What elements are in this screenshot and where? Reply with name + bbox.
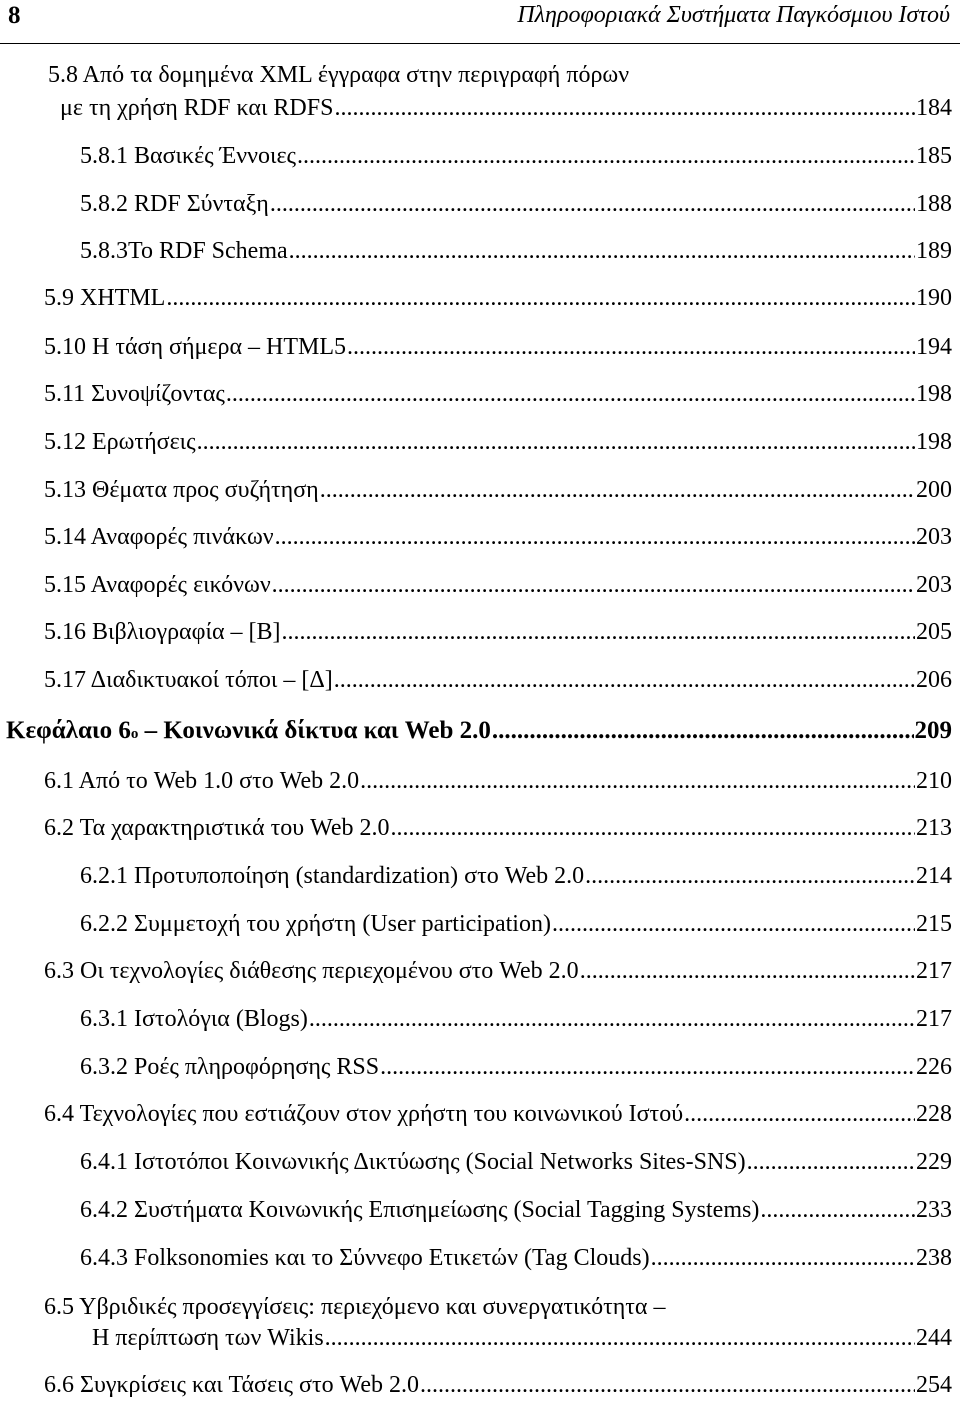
- toc-entry-title: 5.17 Διαδικτυακοί τόποι – [Δ]: [44, 667, 333, 693]
- dot-leader: [325, 1323, 915, 1353]
- toc-entry-page: 217: [916, 958, 952, 984]
- toc-entry-title: 5.13 Θέματα προς συζήτηση: [44, 477, 319, 503]
- dot-leader: [334, 93, 915, 123]
- toc-entry-page: 189: [916, 238, 952, 264]
- chapter-title: – Κοινωνικά δίκτυα και Web 2.0: [144, 717, 491, 744]
- toc-entry-page: 190: [916, 285, 952, 311]
- dot-leader: [360, 766, 915, 796]
- chapter-label: Κεφάλαιο 6: [6, 717, 131, 744]
- dot-leader: [492, 716, 914, 746]
- running-title: Πληροφοριακά Συστήματα Παγκόσμιου Ιστού: [517, 2, 950, 28]
- toc-entry-title: 5.11 Συνοψίζοντας: [44, 381, 225, 407]
- toc-entry-page: 226: [916, 1054, 952, 1080]
- toc-entry-title: 6.4 Τεχνολογίες που εστιάζουν στον χρήστη του κοινωνικού Ιστού: [44, 1101, 684, 1127]
- dot-leader: [275, 522, 915, 552]
- dot-leader: [309, 1004, 915, 1034]
- page-header: [0, 0, 960, 44]
- dot-leader: [552, 909, 915, 939]
- toc-entry-title: 6.4.1 Ιστοτόποι Κοινωνικής Δικτύωσης (Social Networks Sites-SNS): [80, 1149, 746, 1175]
- toc-entry-page: 185: [916, 143, 952, 169]
- toc-entry-page: 203: [916, 572, 952, 598]
- toc-entry-title: 6.1 Από το Web 1.0 στο Web 2.0: [44, 768, 360, 794]
- dot-leader: [270, 189, 915, 219]
- toc-entry-page: 228: [916, 1101, 952, 1127]
- toc-entry-page: 198: [916, 429, 952, 455]
- toc-entry-title: 5.8.1 Βασικές Έννοιες: [80, 143, 297, 169]
- toc-entry-page: 205: [916, 619, 952, 645]
- toc-entry-page: 238: [916, 1245, 952, 1271]
- toc-entry-title: 6.6 Συγκρίσεις και Τάσεις στο Web 2.0: [44, 1372, 419, 1398]
- toc-entry-page: 254: [916, 1372, 952, 1398]
- toc-entry-page: 215: [916, 911, 952, 937]
- toc-entry-page: 203: [916, 524, 952, 550]
- dot-leader: [760, 1195, 915, 1225]
- dot-leader: [282, 617, 915, 647]
- dot-leader: [320, 475, 915, 505]
- dot-leader: [226, 379, 915, 409]
- toc-entry-page: 229: [916, 1149, 952, 1175]
- dot-leader: [391, 813, 915, 843]
- toc-entry-title: με τη χρήση RDF και RDFS: [60, 95, 334, 121]
- dot-leader: [684, 1099, 915, 1129]
- toc-entry-title: 6.4.2 Συστήματα Κοινωνικής Επισημείωσης (Social Tagging Systems): [80, 1197, 760, 1223]
- dot-leader: [297, 141, 915, 171]
- toc-entry-page: 210: [916, 768, 952, 794]
- toc-entry-title: 5.14 Αναφορές πινάκων: [44, 524, 274, 550]
- toc-entry-title: 5.10 Η τάση σήμερα – HTML5: [44, 334, 347, 360]
- toc-entry-title: Η περίπτωση των Wikis: [92, 1325, 324, 1351]
- dot-leader: [580, 956, 915, 986]
- toc-entry-title: 5.12 Ερωτήσεις: [44, 429, 196, 455]
- toc-entry-title-line1: 6.5 Υβριδικές προσεγγίσεις: περιεχόμενο και συνεργατικότητα –: [44, 1294, 666, 1320]
- toc-entry-page: 217: [916, 1006, 952, 1032]
- toc-entry-page: 200: [916, 477, 952, 503]
- dot-leader: [420, 1370, 915, 1400]
- dot-leader: [747, 1147, 915, 1177]
- toc-entry-title: 6.2.2 Συμμετοχή του χρήστη (User participation): [80, 911, 551, 937]
- toc-entry-title: 6.2 Τα χαρακτηριστικά του Web 2.0: [44, 815, 390, 841]
- dot-leader: [272, 570, 915, 600]
- toc-entry-page: 188: [916, 191, 952, 217]
- dot-leader: [585, 861, 915, 891]
- toc-entry-page: 206: [916, 667, 952, 693]
- toc-entry-title: 6.3 Οι τεχνολογίες διάθεσης περιεχομένου στο Web 2.0: [44, 958, 579, 984]
- toc-entry-page: 244: [916, 1325, 952, 1351]
- dot-leader: [347, 332, 915, 362]
- toc-entry-title: 5.8.3To RDF Schema: [80, 238, 288, 264]
- toc-entry-page: 198: [916, 381, 952, 407]
- toc-entry-title: 6.3.2 Ροές πληροφόρησης RSS: [80, 1054, 380, 1080]
- toc-entry-title-line1: 5.8 Από τα δομημένα XML έγγραφα στην περιγραφή πόρων: [48, 62, 630, 88]
- toc-entry-page: 214: [916, 863, 952, 889]
- page-number: 8: [8, 2, 21, 29]
- toc-entry-title: 5.15 Αναφορές εικόνων: [44, 572, 271, 598]
- toc-entry-title: 6.3.1 Ιστολόγια (Blogs): [80, 1006, 308, 1032]
- dot-leader: [380, 1052, 915, 1082]
- dot-leader: [651, 1243, 915, 1273]
- toc-entry-page: 194: [916, 334, 952, 360]
- toc-entry-title: 6.4.3 Folksonomies και το Σύννεφο Ετικετών (Tag Clouds): [80, 1245, 650, 1271]
- toc-entry-page: 213: [916, 815, 952, 841]
- toc-entry-title: 5.9 XHTML: [44, 285, 166, 311]
- dot-leader: [197, 427, 915, 457]
- toc-entry-page: 233: [916, 1197, 952, 1223]
- toc-entry-page: 184: [916, 95, 952, 121]
- dot-leader: [334, 665, 915, 695]
- toc-entry-title: 5.8.2 RDF Σύνταξη: [80, 191, 269, 217]
- toc-entry-page: 209: [914, 717, 952, 744]
- dot-leader: [289, 236, 915, 266]
- dot-leader: [166, 283, 915, 313]
- toc-entry-title: 6.2.1 Προτυποποίηση (standardization) στο Web 2.0: [80, 863, 585, 889]
- toc-entry-title: 5.16 Βιβλιογραφία – [Β]: [44, 619, 281, 645]
